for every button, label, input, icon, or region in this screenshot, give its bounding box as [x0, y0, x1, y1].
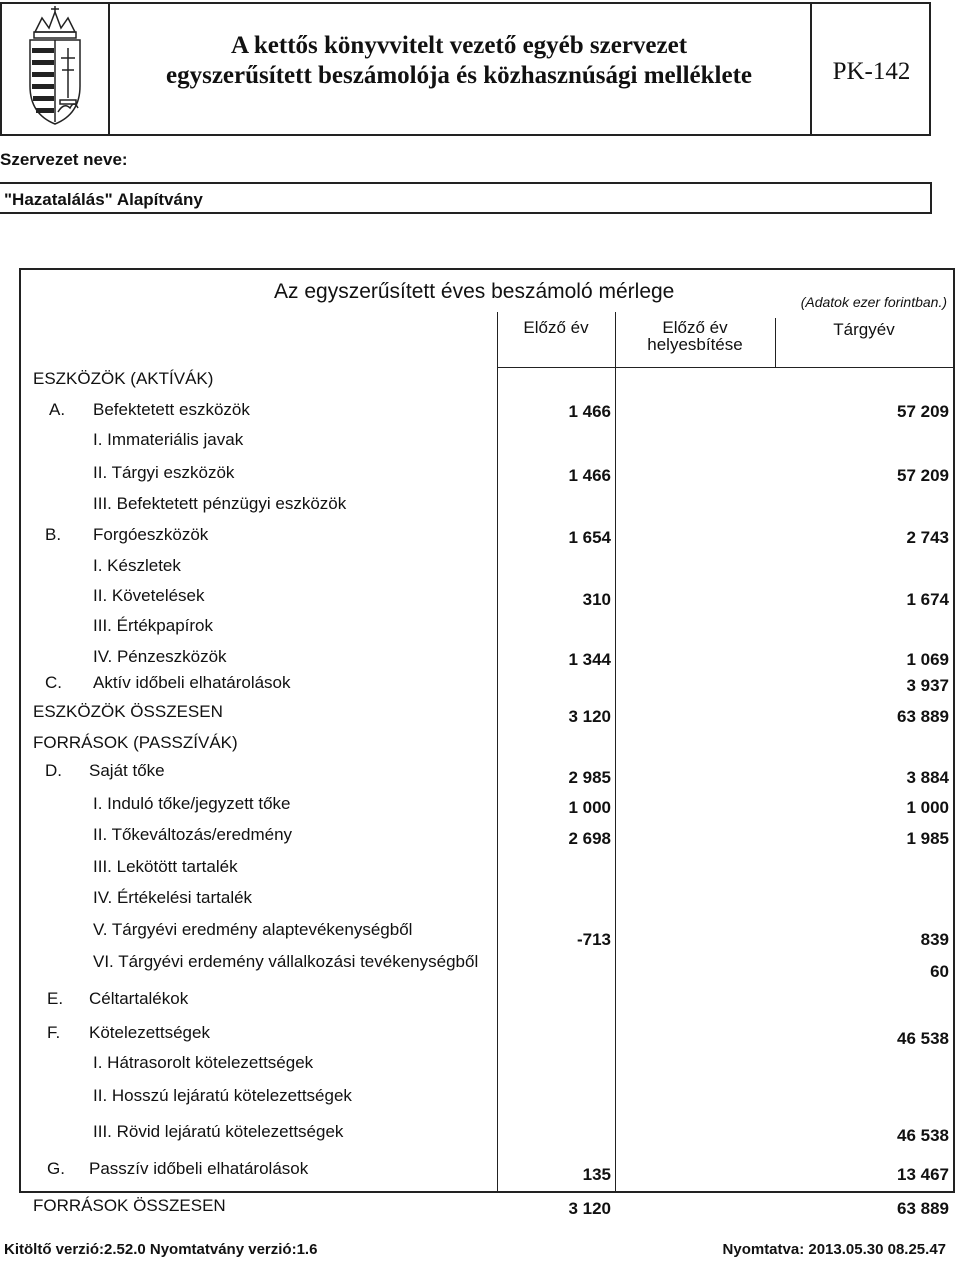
row-label: III. Befektetett pénzügyi eszközök [93, 494, 347, 513]
row-label: III. Lekötött tartalék [93, 857, 238, 876]
row-code: E. [47, 989, 64, 1008]
organization-name-box [0, 182, 932, 214]
prev-year-value: 2 698 [568, 829, 611, 848]
column-divider [497, 312, 498, 1191]
row-label: Céltartalékok [89, 989, 189, 1008]
current-year-value: 57 209 [897, 402, 949, 421]
row-label: Aktív időbeli elhatárolások [93, 673, 291, 692]
row-label: IV. Értékelési tartalék [93, 888, 253, 907]
prev-year-value: 3 120 [568, 707, 611, 726]
prev-year-value: -713 [576, 930, 611, 949]
row-code: A. [49, 400, 66, 419]
form-code: PK-142 [832, 58, 911, 85]
row-label: II. Hosszú lejáratú kötelezettségek [93, 1086, 352, 1105]
form-title-line2: egyszerűsített beszámolója és közhasznúsági melléklete [166, 62, 752, 89]
header-divider [497, 367, 955, 368]
current-year-value: 57 209 [897, 466, 949, 485]
prev-year-value: 2 985 [568, 768, 611, 787]
organization-name: "Hazatalálás" Alapítvány [4, 190, 203, 209]
row-label: III. Értékpapírok [93, 616, 213, 635]
column-header-current-year: Tárgyév [833, 320, 895, 339]
column-divider [775, 318, 776, 368]
coat-of-arms-logo [2, 4, 110, 134]
form-code-cell [810, 4, 931, 134]
prev-year-value: 1 466 [568, 466, 611, 485]
row-label: I. Hátrasorolt kötelezettségek [93, 1053, 314, 1072]
row-code: D. [45, 761, 62, 780]
row-label: III. Rövid lejáratú kötelezettségek [93, 1122, 344, 1141]
footer-versions: Kitöltő verzió:2.52.0 Nyomtatvány verzió:1.6 [4, 1241, 318, 1258]
current-year-value: 63 889 [897, 1199, 949, 1218]
column-divider [615, 312, 616, 1191]
row-label: II. Tőkeváltozás/eredmény [93, 825, 293, 844]
current-year-value: 1 000 [906, 798, 949, 817]
row-label: ESZKÖZÖK (AKTÍVÁK) [33, 369, 214, 388]
row-label: V. Tárgyévi eredmény alaptevékenységből [93, 920, 413, 939]
organization-label: Szervezet neve: [0, 150, 128, 169]
prev-year-value: 135 [582, 1165, 611, 1184]
row-label: I. Készletek [93, 556, 181, 575]
balance-sheet-title: Az egyszerűsített éves beszámoló mérlege [274, 280, 675, 303]
balance-sheet-table [19, 268, 955, 1218]
current-year-value: 46 538 [897, 1029, 949, 1048]
unit-note: (Adatok ezer forintban.) [800, 294, 947, 310]
row-label: II. Tárgyi eszközök [93, 463, 235, 482]
row-label: Passzív időbeli elhatárolások [89, 1159, 309, 1178]
current-year-value: 13 467 [897, 1165, 949, 1184]
column-header-correction-line1: Előző év [662, 318, 728, 337]
current-year-value: 1 069 [906, 650, 949, 669]
row-label: Befektetett eszközök [93, 400, 250, 419]
current-year-value: 2 743 [906, 528, 949, 547]
row-label: I. Immateriális javak [93, 430, 244, 449]
row-code: F. [47, 1023, 61, 1042]
row-label: Saját tőke [89, 761, 165, 780]
current-year-value: 839 [920, 930, 949, 949]
current-year-value: 46 538 [897, 1126, 949, 1145]
current-year-value: 63 889 [897, 707, 949, 726]
prev-year-value: 1 344 [568, 650, 611, 669]
current-year-value: 1 985 [906, 829, 949, 848]
footer-printed: Nyomtatva: 2013.05.30 08.25.47 [722, 1241, 946, 1258]
current-year-value: 3 937 [906, 676, 949, 695]
row-label: FORRÁSOK ÖSSZESEN [33, 1196, 226, 1215]
column-header-correction-line2: helyesbítése [647, 335, 743, 354]
prev-year-value: 1 000 [568, 798, 611, 817]
row-label: II. Követelések [93, 586, 205, 605]
form-title-line1: A kettős könyvvitelt vezető egyéb szervezet [230, 32, 688, 59]
row-code: C. [45, 673, 62, 692]
row-label: Kötelezettségek [89, 1023, 210, 1042]
current-year-value: 1 674 [906, 590, 949, 609]
row-label: ESZKÖZÖK ÖSSZESEN [33, 702, 223, 721]
prev-year-value: 3 120 [568, 1199, 611, 1218]
row-label: I. Induló tőke/jegyzett tőke [93, 794, 291, 813]
current-year-value: 3 884 [906, 768, 949, 787]
current-year-value: 60 [930, 962, 949, 981]
prev-year-value: 1 654 [568, 528, 611, 547]
prev-year-value: 310 [582, 590, 611, 609]
column-header-prev-year: Előző év [523, 318, 589, 337]
row-label: VI. Tárgyévi erdemény vállalkozási tevékenységből [93, 952, 479, 971]
coat-of-arms-icon [2, 4, 108, 134]
row-label: IV. Pénzeszközök [93, 647, 227, 666]
row-code: B. [45, 525, 62, 544]
row-code: G. [47, 1159, 65, 1178]
prev-year-value: 1 466 [568, 402, 611, 421]
row-label: Forgóeszközök [93, 525, 209, 544]
row-label: FORRÁSOK (PASSZÍVÁK) [33, 733, 238, 752]
form-header [0, 2, 931, 136]
